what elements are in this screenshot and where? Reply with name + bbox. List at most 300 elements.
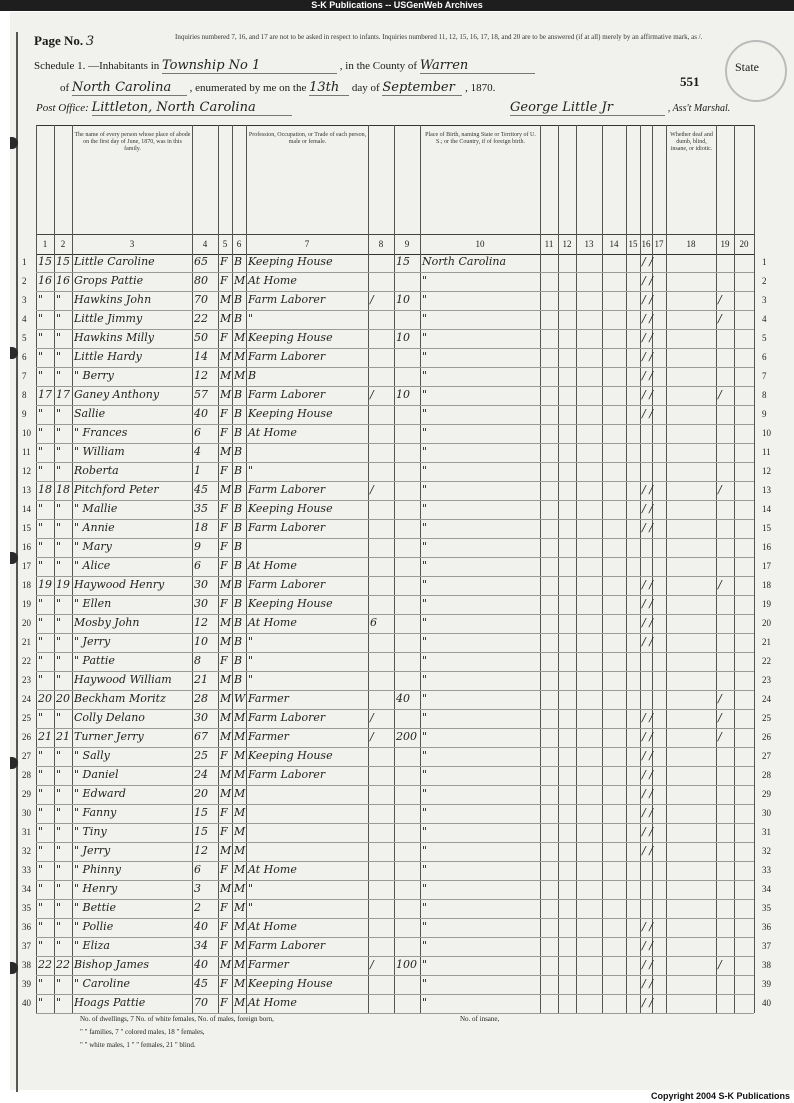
cell-f: 22 — [56, 958, 70, 971]
cell-sex: F — [220, 749, 228, 762]
cell-color: B — [234, 540, 243, 553]
cell-color: B — [234, 407, 243, 420]
cell-f: 15 — [56, 255, 70, 268]
line-number: 12 — [22, 466, 31, 476]
copyright-notice: Copyright 2004 S-K Publications — [650, 1091, 790, 1101]
line-number: 36 — [22, 922, 31, 932]
cell-d: " — [38, 635, 44, 648]
county-label: , in the County of — [339, 60, 418, 72]
cell-occ: " — [248, 882, 254, 895]
cell-r: / / — [642, 483, 653, 496]
cell-name: " Jerry — [74, 844, 111, 857]
cell-name: Hawkins Milly — [74, 331, 155, 344]
column-header-8 — [368, 130, 394, 238]
cell-birth: " — [422, 369, 428, 382]
cell-color: B — [234, 559, 243, 572]
cell-f: 16 — [56, 274, 70, 287]
cell-age: 1 — [194, 464, 201, 477]
cell-age: 28 — [194, 692, 208, 705]
cell-r: / / — [642, 502, 653, 515]
column-number: 15 — [628, 239, 638, 249]
line-number: 11 — [762, 447, 771, 457]
cell-sex: M — [220, 635, 232, 648]
cell-occ: Keeping House — [248, 502, 333, 515]
cell-name: " Pattie — [74, 654, 115, 667]
table-row — [36, 253, 754, 273]
cell-birth: " — [422, 293, 428, 306]
column-number: 1 — [42, 239, 48, 249]
cell-age: 67 — [194, 730, 208, 743]
cell-sex: F — [220, 559, 228, 572]
enumeration-month: September — [382, 80, 462, 96]
cell-sex: M — [220, 958, 232, 971]
cell-age: 12 — [194, 616, 208, 629]
cell-sex: M — [220, 388, 232, 401]
line-number: 27 — [762, 751, 771, 761]
cell-occ: Farm Laborer — [248, 483, 326, 496]
cell-d: 21 — [38, 730, 52, 743]
cell-occ: Farm Laborer — [248, 521, 326, 534]
cell-f: " — [56, 293, 62, 306]
line-number: 7 — [762, 371, 767, 381]
table-row — [36, 386, 754, 406]
line-number: 2 — [762, 276, 767, 286]
state-name: North Carolina — [72, 80, 187, 96]
cell-color: M — [234, 787, 246, 800]
cell-age: 40 — [194, 407, 208, 420]
cell-sex: M — [220, 711, 232, 724]
cell-age: 21 — [194, 673, 208, 686]
cell-name: Hawkins John — [74, 293, 152, 306]
cell-re: / — [370, 711, 374, 724]
line-number: 40 — [22, 998, 31, 1008]
table-row — [36, 956, 754, 976]
cell-d: " — [38, 616, 44, 629]
cell-occ: At Home — [248, 426, 297, 439]
cell-d: " — [38, 464, 44, 477]
cell-birth: " — [422, 350, 428, 363]
cell-color: B — [234, 616, 243, 629]
cell-birth: " — [422, 312, 428, 325]
cell-f: " — [56, 977, 62, 990]
line-number: 40 — [762, 998, 771, 1008]
cell-f: 20 — [56, 692, 70, 705]
table-row — [36, 861, 754, 881]
table-row — [36, 918, 754, 938]
cell-name: Little Hardy — [74, 350, 142, 363]
cell-f: " — [56, 654, 62, 667]
cell-r: / / — [642, 274, 653, 287]
cell-c19: / — [718, 711, 722, 724]
line-number: 4 — [22, 314, 27, 324]
table-row — [36, 994, 754, 1014]
line-number: 4 — [762, 314, 767, 324]
table-row — [36, 728, 754, 748]
line-number: 7 — [22, 371, 27, 381]
column-number: 17 — [654, 239, 664, 249]
cell-age: 35 — [194, 502, 208, 515]
line-number: 37 — [762, 941, 771, 951]
cell-name: Grops Pattie — [74, 274, 144, 287]
cell-f: " — [56, 673, 62, 686]
cell-color: M — [234, 958, 246, 971]
cell-sex: F — [220, 274, 228, 287]
line-number: 8 — [22, 390, 27, 400]
column-header-16 — [640, 130, 652, 238]
line-number: 13 — [22, 485, 31, 495]
cell-age: 15 — [194, 825, 208, 838]
line-number: 33 — [22, 865, 31, 875]
cell-age: 40 — [194, 920, 208, 933]
cell-sex: M — [220, 787, 232, 800]
cell-age: 6 — [194, 863, 201, 876]
inhabitants-label: —Inhabitants in — [88, 60, 160, 72]
line-number: 6 — [22, 352, 27, 362]
cell-c19: / — [718, 692, 722, 705]
cell-name: " Daniel — [74, 768, 119, 781]
inquiry-notice: Inquiries numbered 7, 16, and 17 are not to be asked in respect to infants. Inquiries numbered 11, 12, 15, 16, 17, 18, and 20 are to be answered (if at all) merely by an affirmative mark, as /. — [175, 33, 703, 41]
year-label: , 1870. — [465, 82, 496, 94]
cell-age: 18 — [194, 521, 208, 534]
line-number: 31 — [22, 827, 31, 837]
cell-f: 18 — [56, 483, 70, 496]
cell-birth: " — [422, 331, 428, 344]
cell-c19: / — [718, 578, 722, 591]
cell-f: " — [56, 445, 62, 458]
table-row — [36, 405, 754, 425]
table-row — [36, 329, 754, 349]
cell-f: " — [56, 502, 62, 515]
line-number: 22 — [762, 656, 771, 666]
cell-name: " Caroline — [74, 977, 131, 990]
line-number: 1 — [762, 257, 767, 267]
column-number: 7 — [304, 239, 310, 249]
cell-age: 15 — [194, 806, 208, 819]
line-number: 20 — [762, 618, 771, 628]
cell-f: " — [56, 939, 62, 952]
line-number: 34 — [22, 884, 31, 894]
line-number: 31 — [762, 827, 771, 837]
cell-color: M — [234, 977, 246, 990]
cell-d: " — [38, 996, 44, 1009]
table-row — [36, 481, 754, 501]
line-number: 29 — [762, 789, 771, 799]
line-number: 13 — [762, 485, 771, 495]
cell-color: B — [234, 673, 243, 686]
cell-name: " Jerry — [74, 635, 111, 648]
line-number: 8 — [762, 390, 767, 400]
cell-f: 19 — [56, 578, 70, 591]
page-number: 3 — [85, 34, 95, 49]
cell-color: B — [234, 635, 243, 648]
column-number: 3 — [129, 239, 135, 249]
cell-birth: " — [422, 559, 428, 572]
cell-occ: " — [248, 673, 254, 686]
cell-d: " — [38, 540, 44, 553]
cell-sex: M — [220, 673, 232, 686]
cell-f: " — [56, 901, 62, 914]
cell-d: " — [38, 654, 44, 667]
cell-birth: " — [422, 407, 428, 420]
cell-color: M — [234, 331, 246, 344]
line-number: 6 — [762, 352, 767, 362]
cell-occ: Farm Laborer — [248, 768, 326, 781]
cell-d: " — [38, 768, 44, 781]
cell-sex: M — [220, 616, 232, 629]
cell-name: Little Caroline — [74, 255, 155, 268]
cell-name: " Sally — [74, 749, 110, 762]
cell-occ: " — [248, 901, 254, 914]
cell-d: " — [38, 863, 44, 876]
cell-name: Beckham Moritz — [74, 692, 166, 705]
cell-r: / / — [642, 730, 653, 743]
table-row — [36, 557, 754, 577]
post-office-name: Littleton, North Carolina — [92, 100, 292, 116]
cell-d: " — [38, 597, 44, 610]
cell-name: " Mary — [74, 540, 112, 553]
cell-color: M — [234, 711, 246, 724]
cell-r: / / — [642, 920, 653, 933]
cell-r: / / — [642, 597, 653, 610]
cell-sex: M — [220, 844, 232, 857]
cell-color: M — [234, 768, 246, 781]
cell-sex: F — [220, 407, 228, 420]
cell-d: " — [38, 825, 44, 838]
column-number: 9 — [404, 239, 410, 249]
column-header-19 — [716, 130, 734, 238]
cell-sex: M — [220, 350, 232, 363]
table-row — [36, 652, 754, 672]
cell-r: / / — [642, 977, 653, 990]
enumerated-label: , enumerated by me on the — [189, 82, 307, 94]
cell-r: / / — [642, 787, 653, 800]
line-number: 21 — [22, 637, 31, 647]
cell-age: 20 — [194, 787, 208, 800]
cell-re: / — [370, 293, 374, 306]
cell-color: M — [234, 844, 246, 857]
cell-d: " — [38, 312, 44, 325]
table-row — [36, 804, 754, 824]
line-number: 19 — [762, 599, 771, 609]
cell-r: / / — [642, 369, 653, 382]
cell-birth: " — [422, 711, 428, 724]
cell-sex: M — [220, 578, 232, 591]
line-number: 12 — [762, 466, 771, 476]
cell-occ: " — [248, 635, 254, 648]
line-number: 30 — [22, 808, 31, 818]
column-header-1 — [36, 130, 54, 238]
cell-d: " — [38, 977, 44, 990]
line-number: 2 — [22, 276, 27, 286]
line-number: 32 — [762, 846, 771, 856]
cell-name: Roberta — [74, 464, 119, 477]
cell-color: B — [234, 426, 243, 439]
cell-f: " — [56, 711, 62, 724]
cell-f: " — [56, 806, 62, 819]
table-row — [36, 690, 754, 710]
line-number: 17 — [22, 561, 31, 571]
cell-age: 25 — [194, 749, 208, 762]
state-label: State — [735, 60, 759, 74]
cell-name: Bishop James — [74, 958, 150, 971]
cell-d: 18 — [38, 483, 52, 496]
cell-r: / / — [642, 616, 653, 629]
cell-occ: " — [248, 464, 254, 477]
cell-occ: Farm Laborer — [248, 350, 326, 363]
cell-d: " — [38, 787, 44, 800]
table-row — [36, 576, 754, 596]
cell-age: 10 — [194, 635, 208, 648]
table-row — [36, 899, 754, 919]
cell-pe: 100 — [396, 958, 417, 971]
cell-re: / — [370, 730, 374, 743]
cell-age: 24 — [194, 768, 208, 781]
column-header-4 — [192, 130, 218, 238]
cell-occ: B — [248, 369, 257, 382]
line-number: 15 — [762, 523, 771, 533]
line-number: 10 — [22, 428, 31, 438]
cell-f: " — [56, 464, 62, 477]
cell-age: 70 — [194, 996, 208, 1009]
cell-r: / / — [642, 844, 653, 857]
cell-occ: Keeping House — [248, 255, 333, 268]
cell-name: Mosby John — [74, 616, 140, 629]
cell-d: " — [38, 901, 44, 914]
line-number: 25 — [762, 713, 771, 723]
line-number: 20 — [22, 618, 31, 628]
column-header-14 — [602, 130, 626, 238]
line-number: 21 — [762, 637, 771, 647]
of-label: of — [60, 82, 70, 94]
cell-occ: Keeping House — [248, 597, 333, 610]
cell-r: / / — [642, 388, 653, 401]
table-row — [36, 975, 754, 995]
line-number: 38 — [22, 960, 31, 970]
cell-birth: " — [422, 654, 428, 667]
cell-occ: Farmer — [248, 730, 289, 743]
cell-color: M — [234, 939, 246, 952]
cell-d: " — [38, 502, 44, 515]
cell-d: " — [38, 369, 44, 382]
table-row — [36, 595, 754, 615]
table-row — [36, 443, 754, 463]
cell-birth: " — [422, 578, 428, 591]
cell-d: 22 — [38, 958, 52, 971]
county-name: Warren — [420, 58, 535, 74]
cell-occ: Keeping House — [248, 749, 333, 762]
line-number: 25 — [22, 713, 31, 723]
table-row — [36, 880, 754, 900]
schedule-line — [34, 58, 535, 74]
cell-color: B — [234, 502, 243, 515]
cell-sex: F — [220, 901, 228, 914]
cell-sex: F — [220, 825, 228, 838]
cell-r: / / — [642, 521, 653, 534]
table-row — [36, 937, 754, 957]
line-number: 22 — [22, 656, 31, 666]
cell-birth: " — [422, 730, 428, 743]
column-number: 20 — [739, 239, 749, 249]
column-header-20 — [734, 130, 754, 238]
cell-age: 4 — [194, 445, 201, 458]
cell-f: 21 — [56, 730, 70, 743]
cell-color: B — [234, 255, 243, 268]
cell-color: B — [234, 521, 243, 534]
column-number: 11 — [544, 239, 554, 249]
cell-age: 3 — [194, 882, 201, 895]
cell-f: " — [56, 540, 62, 553]
stamp-number: 551 — [680, 74, 700, 89]
cell-occ: At Home — [248, 274, 297, 287]
cell-color: M — [234, 920, 246, 933]
line-number: 30 — [762, 808, 771, 818]
column-number: 2 — [60, 239, 66, 249]
cell-c19: / — [718, 958, 722, 971]
cell-re: 6 — [370, 616, 377, 629]
cell-f: " — [56, 844, 62, 857]
line-number: 26 — [22, 732, 31, 742]
table-row — [36, 291, 754, 311]
cell-re: / — [370, 958, 374, 971]
cell-age: 8 — [194, 654, 201, 667]
cell-birth: " — [422, 844, 428, 857]
cell-color: M — [234, 863, 246, 876]
cell-d: " — [38, 806, 44, 819]
cell-occ: " — [248, 654, 254, 667]
marshal-name: George Little Jr — [510, 100, 665, 116]
cell-d: " — [38, 559, 44, 572]
summary-line-1: No. of dwellings, 7 No. of white females, No. of males, foreign born, — [80, 1015, 274, 1023]
table-row — [36, 538, 754, 558]
cell-sex: M — [220, 483, 232, 496]
cell-d: " — [38, 407, 44, 420]
cell-color: B — [234, 388, 243, 401]
cell-name: " Mallie — [74, 502, 118, 515]
cell-color: B — [234, 578, 243, 591]
cell-occ: At Home — [248, 559, 297, 572]
day-of-label: day of — [351, 82, 380, 94]
table-row — [36, 671, 754, 691]
cell-age: 6 — [194, 426, 201, 439]
cell-sex: F — [220, 426, 228, 439]
cell-age: 30 — [194, 597, 208, 610]
enumeration-line — [60, 80, 495, 96]
line-number: 14 — [22, 504, 31, 514]
column-number: 4 — [202, 239, 208, 249]
line-number: 28 — [762, 770, 771, 780]
cell-sex: F — [220, 996, 228, 1009]
cell-name: Ganey Anthony — [74, 388, 160, 401]
cell-birth: " — [422, 483, 428, 496]
line-number: 34 — [762, 884, 771, 894]
line-number: 24 — [762, 694, 771, 704]
cell-occ: Keeping House — [248, 977, 333, 990]
line-number: 24 — [22, 694, 31, 704]
table-row — [36, 310, 754, 330]
column-number: 10 — [475, 239, 485, 249]
column-header-7: Profession, Occupation, or Trade of each person, male or female. — [246, 130, 368, 238]
cell-occ: Farm Laborer — [248, 578, 326, 591]
cell-color: M — [234, 730, 246, 743]
cell-sex: F — [220, 540, 228, 553]
cell-c19: / — [718, 483, 722, 496]
cell-color: W — [234, 692, 246, 705]
cell-f: " — [56, 996, 62, 1009]
enumeration-day: 13th — [309, 80, 349, 96]
cell-r: / / — [642, 711, 653, 724]
cell-sex: F — [220, 920, 228, 933]
cell-f: " — [56, 825, 62, 838]
